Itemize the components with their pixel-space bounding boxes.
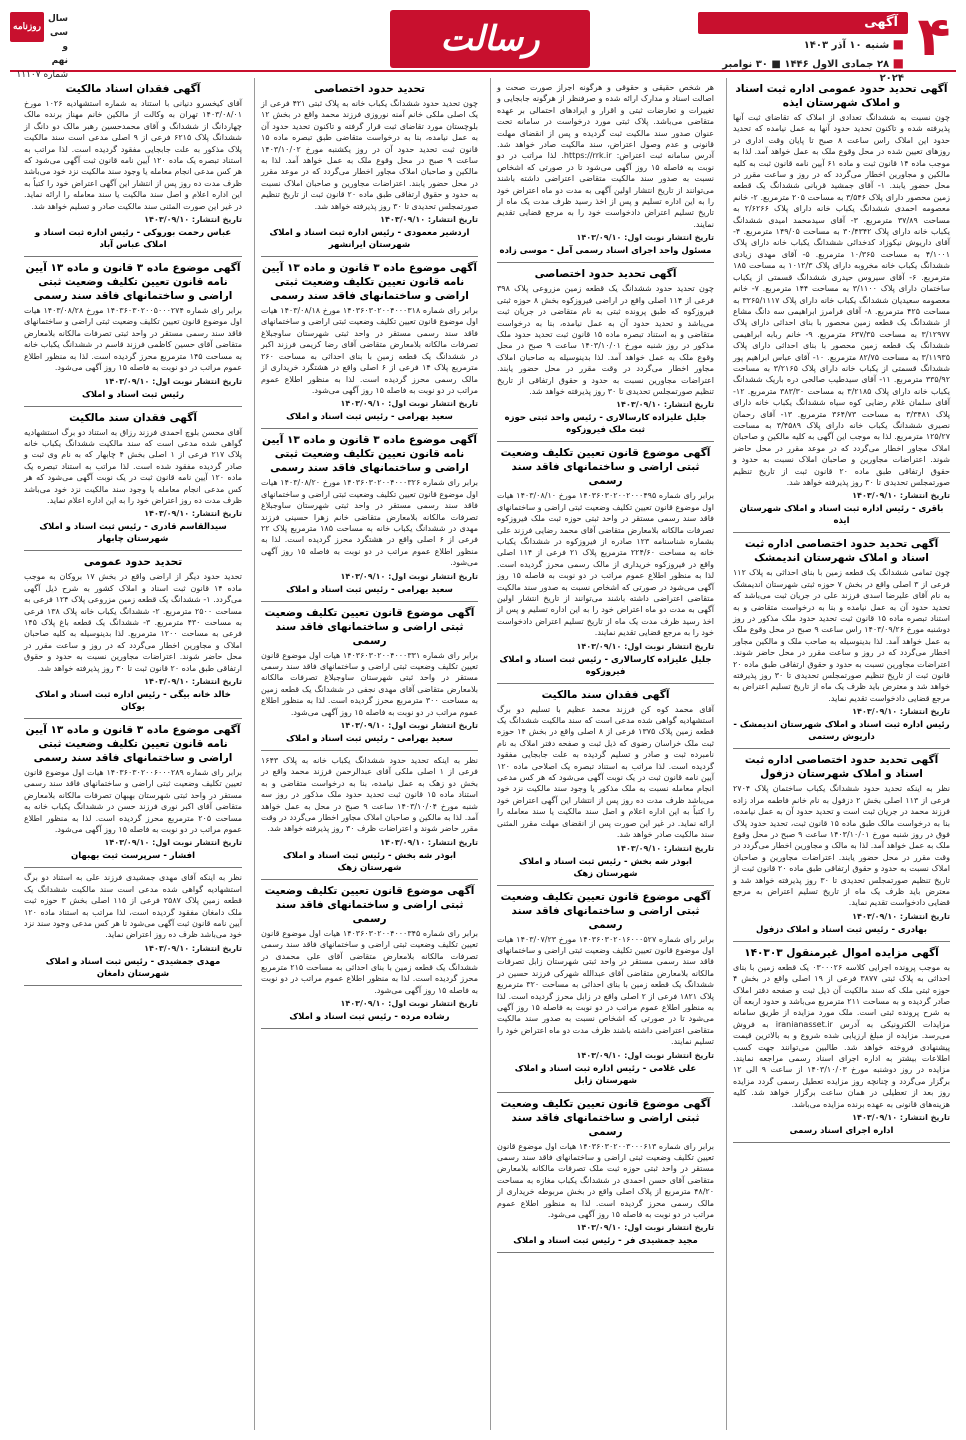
ad-date: تاریخ انتشار نوبت اول: ۱۴۰۳/۰۹/۱۰ <box>576 233 714 243</box>
issue-info <box>10 12 106 80</box>
section-title: آگهی <box>698 12 908 34</box>
ad-signer: سعید بهرامی - رئیس ثبت اسناد و املاک <box>286 584 453 595</box>
ad-signer: خالد خانه بیگی - رئیس اداره ثبت اسناد و املاک بوکان <box>35 690 231 712</box>
ad-date: تاریخ انتشار نوبت اول: ۱۴۰۳/۰۹/۱۰ <box>340 571 478 581</box>
ad-body: چون تحدید حدود ششدانگ یکباب خانه به پلاک ثبتی ۴۲۱ فرعی از یک اصلی ملکی خانم آمنه نوروزی فرزند محمد واقع در بخش ۱۲ بلوچستان مورد تقاضای ثبت قرار گرفته و تاکنون تحدید حدود آن به عمل نیامده، بنا به درخواست متقاضی طبق تبصره ماده ۱۵ قانون ثبت تحدید حدود آن در روز یکشنبه مورخ ۱۴۰۳/۱۰/۰۲ ساعت ۹ صبح در محل وقوع ملک به عمل خواهد آمد. لذا به مالکین و صاحبان املاک مجاور اخطار می‌گردد که در موعد مقرر در محل حضور یابند. اعتراضات مجاورین و صاحبان املاک نسبت به حدود و حقوق ارتفاقی طبق ماده ۲۰ قانون ثبت از تاریخ تنظیم صورتمجلس تحدیدی تا ۳۰ روز پذیرفته خواهد شد. <box>261 99 479 211</box>
date-box <box>698 12 908 86</box>
ad-title: آگهی موضوع قانون تعیین تکلیف وضعیت ثبتی اراضی و ساختمانهای فاقد سند رسمی <box>264 606 475 647</box>
ad-item <box>733 78 950 533</box>
ad-item <box>24 407 242 552</box>
ad-body: برابر رای شماره ۱۴۰۳۶۰۳۰۲۰۰۴۰۰۰۳۲۶ مورخ ۱۴۰۳/۰۸/۲۰ هیات اول موضوع قانون تعیین تکلیف وضعیت ثبتی اراضی و ساختمانهای فاقد سند رسمی مستقر در واحد ثبتی شهرستان ساوجبلاغ تصرفات مالکانه بلامعارض متقاضی خانم زهرا حسینی فرزند مهدی در ششدانگ یکباب خانه به مساحت ۱۸۵ مترمربع پلاک ۲۲ فرعی از ۶ اصلی واقع در هشتگرد محرز گردیده است. لذا به منظور اطلاع عموم مراتب در دو نوبت به فاصله ۱۵ روز آگهی می‌شود. <box>261 478 479 568</box>
ad-body: چون نسبت به ششدانگ تعدادی از املاک که تقاضای ثبت آنها پذیرفته شده و تاکنون تحدید حدود آنها به عمل نیامده که تحدید حدود این املاک راس ساعت ۸ صبح تا پایان وقت اداری در روزهای تعیین شده در محل وقوع ملک به عمل خواهد آمد. لذا به موجب ماده ۱۴ قانون ثبت و ماده ۶۱ آیین نامه قانون ثبت به کلیه مالکین و مجاورین اخطار می‌گردد که در روز و ساعت مقرر در محل حضور یابند. ۱- آقای جمشید قربانی ششدانگ یک قطعه زمین محصور دارای پلاک ۳/۵۴۶ به مساحت ۲۰۵ مترمربع. ۲- خانم معصومه احمدی ششدانگ یکباب خانه دارای پلاک ۲/۶۲۶۶ به مساحت ۳۷/۸۹ مترمربع. ۳- آقای سیدمحمد امیدی ششدانگ یکباب خانه دارای پلاک ۳۰/۴۳۴۲ به مساحت ۱۴۹/۰۵ مترمربع. ۴- آقای داریوش نیکوزاد کدخدائی ششدانگ یکباب خانه دارای پلاک ۴/۱۰۰۱ به مساحت ۱۰/۳۶۵ مترمربع. ۵- آقای مهدی زیادی ششدانگ یکباب خانه مخروبه دارای پلاک ۱۰۱۲/۳ به مساحت ۱۸۵ مترمربع. ۶- آقای سیروس حیدری ششدانگ قسمتی از یکباب ساختمان دارای پلاک ۳/۱۱۰۰ به مساحت ۱۴۴ مترمربع. ۷- خانم معصومه سعیدیان ششدانگ یکباب خانه دارای پلاک ۳۲۶۵/۱۱۱۷ به مساحت ۴۲۵ مترمربع. ۸- آقای فرامرز ابراهیمی سه دانگ مشاع از ششدانگ یک قطعه زمین محصور با بنای احداثی دارای پلاک ۳/۱۲۹۷۷ به مساحت ۶۳۷/۳۵ مترمربع. ۹- خانم ربابه ابراهیمی ششدانگ یک قطعه زمین محصور با بنای احداثی دارای پلاک ۳/۱۱۹۳۵ به مساحت ۸۲/۷۵ مترمربع. ۱۰- آقای عباس ابراهیم پور ششدانگ قسمتی از یکباب خانه دارای پلاک ۳/۲۱۶۵ به مساحت ۳۳۵/۹۲ مترمربع. ۱۱- آقای سیدطیب صالحی دره باریک ششدانگ یکباب خانه دارای پلاک ۳/۲۱۸۵ به مساحت ۳۸۳/۳۰ مترمربع. ۱۲- آقای سلمان غلام رضایی کوه سیاه ششدانگ یکباب خانه دارای پلاک ۳/۳۴۸۱ به مساحت ۳۶۴/۷۳ مترمربع. ۱۳- آقای رحمان نصیری ششدانگ یکباب خانه دارای پلاک ۳/۴۵۸۹ به مساحت ۱۲۵/۲۷ مترمربع. لذا به موجب این آگهی به کلیه مالکین و صاحبان املاک مجاور اخطار می‌گردد که در موعد مقرر در محل حاضر شوند. اعتراضات مجاورین و صاحبان املاک نسبت به حدود و حقوق ارتفاقی طبق ماده ۲۰ قانون ثبت از تاریخ تنظیم صورتمجلس تحدیدی تا ۳۰ روز پذیرفته خواهد شد. <box>733 113 951 487</box>
ad-date: تاریخ انتشار: ۱۴۰۳/۰۹/۱۰ <box>380 837 478 847</box>
ad-date: تاریخ انتشار: ۱۴۰۳/۰۹/۱۰ <box>144 215 242 225</box>
ad-signer: جلیل علیزاده کارسالاری - رئیس واحد ثبتی حوزه ثبت ملک فیروزکوه <box>504 413 707 436</box>
year-line: سال سی و نهم <box>47 14 68 66</box>
ad-item <box>261 602 478 751</box>
ad-item <box>261 751 478 880</box>
ad-signer: بهادری - رئیس ثبت اسناد و املاک دزفول <box>756 924 927 935</box>
ad-signer: رئیس ثبت اسناد و املاک <box>82 389 184 400</box>
ad-title: تحدید حدود اختصاصی <box>314 83 425 95</box>
ad-signer: افشار - سرپرست ثبت بهبهان <box>70 851 196 862</box>
ad-signer: مجید جمشیدی فر - رئیس ثبت اسناد و املاک <box>513 1236 698 1247</box>
ad-body: نظر به اینکه تحدید حدود ششدانگ یکباب ساختمان پلاک ۲۷۰۴ فرعی از ۱۱۳ اصلی بخش ۲ دزفول به نام خانم فاطمه مراد زاده فرزند محمد در جریان ثبت است و تحدید حدود آن به عمل نیامده، بنا به درخواست مالک طبق ماده ۱۵ قانون ثبت، تحدید حدود پلاک فوق در روز شنبه مورخ ۱۴۰۳/۱۰/۰۱ ساعت ۹ صبح در محل وقوع ملک به عمل خواهد آمد. لذا به مالک و مجاورین اخطار می‌گردد در وقت مقرر در محل حضور یابند. اعتراضات مجاورین و صاحبان املاک نسبت به حدود و حقوق ارتفاقی طبق ماده ۲۰ قانون ثبت از تاریخ تنظیم صورتمجلس تحدیدی تا ۳۰ روز پذیرفته خواهد شد و معترض باید ظرف یک ماه از تاریخ تسلیم اعتراض به مرجع قضایی دادخواست تقدیم نماید. <box>733 784 950 908</box>
ad-signer: ابوذر شه بخش - رئیس ثبت اسناد و املاک شهرستان زهک <box>283 850 456 873</box>
ad-signer: مسئول واحد اجرای اسناد رسمی آمل - موسی زاده <box>499 246 712 257</box>
ad-title: آگهی تحدید حدود اختصاصی اداره ثبت اسناد و املاک شهرستان اندیمشک <box>744 538 939 565</box>
ad-body: چون تحدید حدود ششدانگ یک قطعه زمین مزروعی پلاک ۳۹۸ فرعی از ۱۱۴ اصلی واقع در اراضی فیروزکوه بخش ۸ حوزه ثبتی فیروزکوه که طبق پرونده ثبتی به نام متقاضی در جریان ثبت می‌باشد و تحدید حدود آن به عمل نیامده، بنا به درخواست متقاضی و به استناد تبصره ماده ۱۵ قانون ثبت تحدید حدود ملک مذکور در روز شنبه مورخ ۱۴۰۳/۱۰/۰۱ ساعت ۹ صبح در محل وقوع ملک به عمل خواهد آمد. لذا بدینوسیله به صاحبان املاک مجاور اخطار می‌گردد در وقت مقرر در محل حضور یابند. اعتراضات مجاورین نسبت به حدود و حقوق ارتفاقی از تاریخ تنظیم صورتمجلس تحدیدی تا ۳۰ روز پذیرفته خواهد شد. <box>497 284 714 396</box>
ad-title: آگهی فقدان اسناد مالکیت <box>65 83 201 95</box>
ad-item <box>497 78 714 263</box>
ad-title: آگهی مزایده اموال غیرمنقول ۱۴۰۳۰۳ <box>744 946 939 959</box>
ad-item <box>497 886 714 1093</box>
ad-signer: جلیل علیزاده کارسالاری - رئیس ثبت اسناد و املاک فیروزکوه <box>499 654 712 677</box>
ad-body: برابر رای شماره ۱۴۰۳۶۰۳۰۲۰۰۳۰۰۰۶۱۳ هیات اول موضوع قانون تعیین تکلیف وضعیت ثبتی اراضی و ساختمانهای فاقد سند رسمی مستقر در واحد ثبتی حوزه ثبت ملک تصرفات مالکانه بلامعارض متقاضی آقای حسن احمدی در ششدانگ یکباب مغازه به مساحت ۴۸/۲۰ مترمربع از پلاک اصلی واقع در بخش مربوطه خریداری از مالک رسمی محرز گردیده است. لذا به منظور اطلاع عموم مراتب در دو نوبت به فاصله ۱۵ روز آگهی می‌شود. <box>497 1141 714 1219</box>
ads-columns <box>10 78 956 1430</box>
column-1 <box>726 78 956 1430</box>
ad-item <box>733 942 950 1143</box>
ad-date: تاریخ انتشار: ۱۴۰۳/۰۹/۱۰ <box>616 400 714 410</box>
ad-signer: اداره اجرای اسناد رسمی <box>789 1126 894 1137</box>
ad-date: تاریخ انتشار: ۱۴۰۳/۰۹/۱۰ <box>144 677 242 686</box>
mini-logo: روزنامه رسالت <box>10 12 44 42</box>
ad-item <box>24 78 242 257</box>
ad-title: آگهی تحدید حدود اختصاصی <box>534 268 677 281</box>
ad-item <box>24 719 242 868</box>
ad-item <box>261 429 478 601</box>
ad-body: برابر رای شماره ۱۴۰۳۶۰۳۰۲۰۰۶۰۰۰۲۸۹ هیات اول موضوع قانون تعیین تکلیف وضعیت ثبتی اراضی و ساختمانهای فاقد سند رسمی مستقر در واحد ثبتی شهرستان بهبهان تصرفات مالکانه بلامعارض متقاضی آقای اکبر نوری فرزند حسن در ششدانگ یکباب خانه به مساحت ۲۰۵ مترمربع محرز گردیده است. لذا به منظور اطلاع عموم مراتب در دو نوبت به فاصله ۱۵ روز آگهی می‌شود. <box>24 768 242 835</box>
date-text-2: ۲۸ جمادی الاول ۱۴۴۶ ■ ۳۰ نوامبر ۲۰۲۴ <box>722 59 904 84</box>
ad-signer: مهدی جمشیدی - رئیس ثبت اسناد و املاک شهرستان دامغان <box>45 956 221 979</box>
ad-body: چون تمامی ششدانگ یک قطعه زمین با بنای احداثی به پلاک ۱۱۲ فرعی از ۳ اصلی واقع در بخش ۷ حوزه ثبتی شهرستان اندیمشک به نام آقای علیرضا اسدی فرزند علی در جریان ثبت می‌باشد که تحدید حدود آن به عمل نیامده و بنا به درخواست متقاضی و به استناد تبصره ماده ۱۵ قانون ثبت تحدید حدود ملک مذکور در روز دوشنبه مورخ ۱۴۰۳/۰۹/۲۶ راس ساعت ۹ صبح در محل وقوع ملک به عمل خواهد آمد. لذا بدینوسیله به صاحب ملک و مالکین مجاور اخطار می‌گردد که در روز و ساعت مقرر در محل حاضر شوند. اعتراضات مجاورین نسبت به حدود و حقوق ارتفاقی طبق ماده ۲۰ قانون ثبت از تاریخ تنظیم صورتمجلس تحدیدی تا ۳۰ روز پذیرفته خواهد شد و معترض باید ظرف یک ماه از تاریخ تسلیم اعتراض به مرجع قضایی دادخواست تقدیم نماید. <box>733 568 951 703</box>
ad-signer: علی غلامی - رئیس اداره ثبت اسناد و املاک شهرستان زابل <box>514 1063 697 1086</box>
ad-date: تاریخ انتشار نوبت اول: ۱۴۰۳/۰۹/۱۰ <box>104 838 242 848</box>
ad-date: تاریخ انتشار: ۱۴۰۳/۰۹/۱۰ <box>852 491 950 501</box>
ad-item <box>261 880 478 1029</box>
ad-item <box>733 749 950 941</box>
ad-signer: رشاده مرده - رئیس ثبت اسناد و املاک <box>289 1012 450 1023</box>
column-3 <box>254 78 484 1430</box>
ad-item <box>24 551 242 719</box>
ad-date: تاریخ انتشار نوبت اول: ۱۴۰۳/۰۹/۱۰ <box>576 641 714 651</box>
ad-body: آقای محمد کوه کن فرزند محمد عظیم با تسلیم دو برگ استشهادیه گواهی شده مدعی است که سند مالکیت ششدانگ یک قطعه زمین پلاک ۱۳۷۵ فرعی از ۸ اصلی واقع در بخش ۱۴ حوزه ثبت ملک خراسان رضوی که ذیل ثبت و صفحه دفتر املاک به نام نامبرده ثبت و صادر و تسلیم گردیده به علت جابجایی مفقود گردیده است. لذا مراتب به استناد تبصره یک اصلاحی ماده ۱۲۰ آیین نامه قانون ثبت در یک نوبت آگهی می‌شود که هر کس مدعی انجام معامله نسبت به ملک مذکور یا وجود سند مالکیت نزد خود می‌باشد ظرف مدت ده روز پس از انتشار این آگهی اعتراض خود را کتباً به این اداره اعلام و اصل سند مالکیت یا سند معامله را ارائه نماید. در غیر این صورت پس از انقضای مهلت مقرر المثنی سند مالکیت صادر خواهد شد. <box>497 704 714 840</box>
ad-date: تاریخ انتشار: ۱۴۰۳/۰۹/۱۰ <box>852 707 950 717</box>
ad-title: آگهی موضوع ماده ۳ قانون و ماده ۱۳ آیین نامه قانون تعیین تکلیف وضعیت ثبتی اراضی و ساختمانهای فاقد سند رسمی <box>262 434 477 475</box>
ad-title: آگهی موضوع ماده ۳ قانون و ماده ۱۳ آیین نامه قانون تعیین تکلیف وضعیت ثبتی اراضی و ساختمانهای فاقد سند رسمی <box>25 262 241 303</box>
ad-body: برابر رای شماره ۱۴۰۳۶۰۳۰۲۰۱۶۰۰۰۵۲۷ مورخ ۱۴۰۳/۰۷/۲۳ هیات اول موضوع قانون تعیین تکلیف وضعیت ثبتی اراضی و ساختمانهای فاقد سند رسمی مستقر در واحد ثبتی شهرستان زابل تصرفات مالکانه بلامعارض متقاضی آقای عبدالله شهرکی فرزند حسین در ششدانگ یک قطعه زمین با بنای احداثی به مساحت ۳۲۰ مترمربع پلاک ۱۸۲۱ فرعی از ۲ اصلی واقع در زابل محرز گردیده است. لذا به منظور اطلاع عموم مراتب در دو نوبت به فاصله ۱۵ روز آگهی می‌شود تا در صورتی که اشخاص نسبت به صدور سند مالکیت متقاضی اعتراضی داشته باشند ظرف مدت دو ماه اعتراض خود را تسلیم نمایند. <box>497 934 715 1047</box>
ad-item <box>497 684 714 886</box>
ad-body: به موجب پرونده اجرایی کلاسه ۰۳۰۰۰۲۶ یک قطعه زمین با بنای احداثی به پلاک ثبتی ۳۸۷۷ فرعی از ۱۹ اصلی واقع در بخش ۴ حوزه ثبتی ملک که سند مالکیت آن ذیل ثبت و صفحه دفتر املاک صادر گردیده و به مساحت ۲۱۱ مترمربع می‌باشد و حدود اربعه آن به شرح پرونده ثبتی است. ملک مورد مزایده از طریق سامانه مزایدات الکترونیکی به آدرس iranianasset.ir به فروش می‌رسد. مزایده از مبلغ ارزیابی شده شروع و به بالاترین قیمت پیشنهادی فروخته خواهد شد. طالبین می‌توانند جهت کسب اطلاعات بیشتر به اداره اجرای اسناد رسمی مراجعه نمایند. مزایده در روز دوشنبه مورخ ۱۴۰۳/۱۰/۰۳ از ساعت ۹ الی ۱۲ برگزار می‌گردد و چنانچه روز مزایده تعطیل رسمی گردد مزایده روز بعد از تعطیلی در همان ساعت برگزار خواهد شد. کلیه هزینه‌های قانونی به عهده برنده مزایده می‌باشد. <box>733 962 950 1109</box>
ad-item <box>497 263 714 442</box>
ad-signer: ابوذر شه بخش - رئیس ثبت اسناد و املاک شهرستان زهک <box>519 856 692 879</box>
newspaper-logo: رسالت <box>390 10 590 68</box>
ad-title: آگهی فقدان سند مالکیت <box>541 688 670 701</box>
ad-body: تحدید حدود دیگر از اراضی واقع در بخش ۱۷ بروکان به موجب ماده ۱۴ قانون ثبت اسناد و املاک کشور به شرح ذیل آگهی می‌گردد. ۱- ششدانگ یک قطعه زمین مزروعی پلاک ۱۲۴ فرعی به مساحت ۲۵۰۰ مترمربع. ۲- ششدانگ یکباب خانه پلاک ۱۳۸ فرعی به مساحت ۴۳۰ مترمربع. ۳- ششدانگ یک قطعه باغ پلاک ۱۴۵ فرعی به مساحت ۱۲۰۰ مترمربع. لذا بدینوسیله به کلیه صاحبان املاک و مجاورین اخطار می‌گردد که در روز و ساعت مقرر در محل حاضر شوند. اعتراضات مجاورین نسبت به حدود و حقوق ارتفاقی طبق ماده ۲۰ قانون ثبت تا ۳۰ روز پذیرفته خواهد شد. <box>24 572 243 673</box>
ad-item <box>497 1093 714 1254</box>
ad-body: آقای کیخسرو دنیانی با استناد به شماره استشهادیه ۱۰۲۶ مورخ ۱۴۰۳/۰۸/۰۱ تهران به وکالت از مالکین خانم مهناز برنده مالک چهاردانگ از ششدانگ و آقای محمدحسین رهبر مالک دو دانگ از ششدانگ پلاک ۶۲۱۵ فرعی از ۹ اصلی مدعی است سند مالکیت پلاک مذکور به علت جابجایی مفقود گردیده است. لذا مراتب به استناد تبصره یک ماده ۱۲۰ آیین نامه قانون ثبت آگهی می‌شود که هر کس مدعی انجام معامله یا وجود سند مالکیت نزد خود می‌باشد ظرف مدت ده روز پس از انتشار این آگهی اعتراض خود را کتباً به این اداره اعلام و اصل سند مالکیت یا سند معامله را ارائه نماید. در غیر این صورت المثنی سند مالکیت صادر و تسلیم خواهد شد. <box>24 99 242 211</box>
column-2 <box>490 78 720 1430</box>
ad-date: تاریخ انتشار نوبت اول: ۱۴۰۳/۰۹/۱۰ <box>576 1223 714 1233</box>
ad-body: برابر رای شماره ۱۴۰۳۶۰۳۰۲۰۰۵۰۰۰۲۷۴ مورخ ۱۴۰۳/۰۸/۲۸ هیات اول موضوع قانون تعیین تکلیف وضعیت ثبتی اراضی و ساختمانهای فاقد سند رسمی مستقر در واحد ثبتی تصرفات مالکانه بلامعارض متقاضی آقای حسین کاظمی فرزند قاسم در ششدانگ یکباب خانه به مساحت ۱۴۵ مترمربع محرز گردیده است. لذا به منظور اطلاع عموم مراتب در دو نوبت به فاصله ۱۵ روز آگهی می‌شود. <box>24 306 242 373</box>
ad-body: برابر رای شماره ۱۴۰۳۶۰۳۰۲۰۰۴۰۰۰۳۴۵ هیات اول موضوع قانون تعیین تکلیف وضعیت ثبتی اراضی و ساختمانهای فاقد سند رسمی تصرفات مالکانه بلامعارض متقاضی آقای علی محمدی در ششدانگ یک قطعه زمین با بنای احداثی به مساحت ۲۱۵ مترمربع محرز گردیده است. لذا به منظور اطلاع عموم مراتب در دو نوبت به فاصله ۱۵ روز آگهی می‌شود. <box>261 928 478 995</box>
ad-date: تاریخ انتشار نوبت اول: ۱۴۰۳/۰۹/۱۰ <box>340 721 478 730</box>
ad-signer: اردشیر معمودی - رئیس اداره ثبت اسناد و املاک شهرستان ایرانشهر <box>269 228 470 251</box>
ad-signer: سعید بهرامی - رئیس ثبت اسناد و املاک <box>286 734 453 744</box>
column-4 <box>18 78 248 1430</box>
ad-title: آگهی موضوع قانون تعیین تکلیف وضعیت ثبتی اراضی و ساختمانهای فاقد سند رسمی <box>500 890 711 931</box>
ad-title: آگهی تحدید حدود اختصاصی اداره ثبت اسناد و املاک شهرستان دزفول <box>744 754 939 781</box>
ad-date: تاریخ انتشار: ۱۴۰۳/۰۹/۱۰ <box>144 509 242 519</box>
ad-date: تاریخ انتشار نوبت اول: ۱۴۰۳/۰۹/۱۰ <box>576 1050 714 1060</box>
masthead <box>10 5 956 84</box>
ad-signer: رئیس اداره ثبت اسناد و املاک شهرستان اندیمشک - داریوش رستمی <box>733 720 950 743</box>
ad-title: آگهی فقدان سند مالکیت <box>69 411 197 424</box>
ad-body: برابر رای شماره ۱۴۰۳۶۰۳۰۲۰۰۴۰۰۰۳۳۱ هیات اول موضوع قانون تعیین تکلیف وضعیت ثبتی اراضی و ساختمانهای فاقد سند رسمی مستقر در واحد ثبتی شهرستان ساوجبلاغ تصرفات مالکانه بلامعارض متقاضی آقای مهدی نجفی در ششدانگ یک قطعه زمین به مساحت ۳۰۰ مترمربع محرز گردیده است. لذا به منظور اطلاع عموم مراتب در دو نوبت به فاصله ۱۵ روز آگهی می‌شود. <box>261 650 478 717</box>
ad-date: تاریخ انتشار نوبت اول: ۱۴۰۳/۰۹/۱۰ <box>340 399 478 409</box>
date-line-persian <box>698 37 908 53</box>
ad-item <box>261 257 478 429</box>
ad-title: آگهی تحدید حدود عمومی اداره ثبت اسناد و املاک شهرستان ایذه <box>735 83 948 109</box>
ad-signer: سعید بهرامی - رئیس ثبت اسناد و املاک <box>286 412 453 423</box>
ad-date: تاریخ انتشار: ۱۴۰۳/۰۹/۱۰ <box>616 843 714 853</box>
ad-body: نظر به اینکه آقای مهدی جمشیدی فرزند علی به استناد دو برگ استشهادیه گواهی شده مدعی است سند مالکیت ششدانگ یک قطعه زمین پلاک ۲۵۸۷ فرعی از ۱۱۵ اصلی بخش ۳ حوزه ثبت ملک دامغان مفقود گردیده است، لذا مراتب به استناد ماده ۱۲۰ آیین نامه قانون ثبت آگهی می‌شود تا هر کس مدعی وجود سند نزد خود می‌باشد ظرف ده روز اعتراض نماید. <box>24 873 242 940</box>
ad-item <box>24 868 242 985</box>
ad-date: تاریخ انتشار نوبت اول: ۱۴۰۳/۰۹/۱۰ <box>104 376 242 386</box>
ad-date: تاریخ انتشار: ۱۴۰۳/۰۹/۱۰ <box>144 943 242 953</box>
ad-body: هر شخص حقیقی و حقوقی و هرگونه اجراز صورت صحت و اصالت اسناد و مدارک ارائه شده و صرفنظر از هرگونه جابجایی و تغییرات و تعارضات ثبتی و اقرار و ایرادهای احتمالی بر عهده متقاضی می‌باشد. پلاک ثبتی مورد درخواست در سامانه تحت عنوان صدور سند مالکیت ثبت گردیده و پس از انقضای مهلت قانونی و عدم وصول اعتراض، سند مالکیت صادر خواهد شد. آدرس سامانه ثبت اعتراض: https://rrk.ir. لذا مراتب در دو نوبت به فاصله ۱۵ روز آگهی می‌شود تا در صورتی که اشخاص نسبت به صدور سند مالکیت متقاضی اعتراضی داشته باشند می‌توانند از تاریخ انتشار اولین آگهی به مدت دو ماه اعتراض خود را به این اداره تسلیم و پس از اخذ رسید ظرف مدت یک ماه از تاریخ تسلیم اعتراض دادخواست خود را به مرجع قضایی تقدیم نمایند. <box>497 83 714 229</box>
bullet-icon: ■ <box>892 56 904 70</box>
ad-title: آگهی موضوع ماده ۳ قانون و ماده ۱۳ آیین نامه قانون تعیین تکلیف وضعیت ثبتی اراضی و ساختمانهای فاقد سند رسمی <box>262 262 477 303</box>
ad-title: تحدید حدود عمومی <box>83 556 183 569</box>
ad-title: آگهی موضوع قانون تعیین تکلیف وضعیت ثبتی اراضی و ساختمانهای فاقد سند رسمی <box>500 447 711 488</box>
issue-number: شماره ۱۱۱۰۷ <box>16 70 68 80</box>
ad-body: آقای محسن بلوچ احمدی فرزند رزاق به استناد دو برگ استشهادیه گواهی شده مدعی است که سند مالکیت ششدانگ یکباب خانه پلاک ۲۱۷ فرعی از ۱ اصلی بخش ۴ چابهار که به نام وی ثبت و صادر گردیده مفقود شده است. لذا مراتب به استناد تبصره یک ماده ۱۲۰ آیین نامه قانون ثبت در یک نوبت آگهی می‌شود که هر کس مدعی انجام معامله یا وجود سند مالکیت نزد خود می‌باشد ظرف مدت ده روز اعتراض خود را به این اداره اعلام نماید. <box>24 427 243 505</box>
ad-item <box>733 533 950 749</box>
ad-body: نظر به اینکه تحدید حدود ششدانگ یکباب خانه به پلاک ۱۶۴۳ فرعی از ۱ اصلی ملکی آقای عبدالرحمن فرزند محمد واقع در بخش دو زهک به عمل نیامده، بنا به درخواست متقاضی و به استناد ماده ۱۵ قانون ثبت تحدید حدود ملک مذکور در روز سه شنبه مورخ ۱۴۰۳/۱۰/۰۴ ساعت ۹ صبح در محل به عمل خواهد آمد. لذا به مالکین و صاحبان املاک مجاور اخطار می‌گردد در وقت مقرر حاضر شوند و اعتراضات ظرف ۳۰ روز پذیرفته خواهد شد. <box>261 756 478 834</box>
ad-signer: عباس رحمت بوروکی - رئیس اداره ثبت اسناد و املاک عباس آباد <box>34 228 232 251</box>
ad-item <box>24 257 242 406</box>
ad-title: آگهی موضوع قانون تعیین تکلیف وضعیت ثبتی اراضی و ساختمانهای فاقد سند رسمی <box>500 1097 711 1138</box>
ad-body: برابر رای شماره ۱۴۰۳۶۰۳۰۲۰۰۲۰۰۰۴۹۵ مورخ ۱۴۰۳/۰۸/۱۰ هیات اول موضوع قانون تعیین تکلیف وضعیت ثبتی اراضی و ساختمانهای فاقد سند رسمی مستقر در واحد ثبتی حوزه ثبت ملک فیروزکوه تصرفات مالکانه بلامعارض متقاضی آقای محمد رضایی فرزند علی بشماره شناسنامه ۱۲۳ صادره از فیروزکوه در ششدانگ یکباب خانه به مساحت ۲۲۴/۶۰ مترمربع پلاک ۲۱ فرعی از ۱۱۴ اصلی واقع در فیروزکوه خریداری از مالک رسمی محرز گردیده است. لذا به منظور اطلاع عموم مراتب در دو نوبت به فاصله ۱۵ روز آگهی می‌شود در صورتی که اشخاص نسبت به صدور سند مالکیت متقاضی اعتراضی داشته باشند می‌توانند از تاریخ انتشار اولین آگهی به مدت دو ماه اعتراض خود را به این اداره تسلیم و پس از اخذ رسید ظرف مدت یک ماه از تاریخ تسلیم اعتراض دادخواست خود را به مرجع قضایی تقدیم نمایند. <box>497 491 715 638</box>
ad-signer: سیدالقاسم قادری - رئیس ثبت اسناد و املاک شهرستان چابهار <box>39 522 227 545</box>
ad-body: برابر رای شماره ۱۴۰۳۶۰۳۰۲۰۰۴۰۰۰۳۱۸ مورخ ۱۴۰۳/۰۸/۱۸ هیات اول موضوع قانون تعیین تکلیف وضعیت ثبتی اراضی و ساختمانهای فاقد سند رسمی مستقر در واحد ثبتی شهرستان ساوجبلاغ تصرفات مالکانه بلامعارض متقاضی آقای رضا کریمی فرزند اکبر در ششدانگ یک قطعه زمین با بنای احداثی به مساحت ۲۶۰ مترمربع پلاک ۱۴ فرعی از ۶ اصلی واقع در هشتگرد خریداری از مالک رسمی محرز گردیده است. لذا به منظور اطلاع عموم مراتب در دو نوبت به فاصله ۱۵ روز آگهی می‌شود. <box>261 306 478 395</box>
bullet-icon: ■ <box>892 37 904 51</box>
ad-item <box>497 442 714 683</box>
ad-date: تاریخ انتشار: ۱۴۰۳/۰۹/۱۰ <box>852 1113 950 1123</box>
date-text-1: شنبه ۱۰ آذر ۱۴۰۳ <box>803 40 890 51</box>
ad-item <box>261 78 478 257</box>
ad-date: تاریخ انتشار نوبت اول: ۱۴۰۳/۰۹/۱۰ <box>340 999 478 1009</box>
ad-date: تاریخ انتشار: ۱۴۰۳/۰۹/۱۰ <box>852 911 950 921</box>
ad-title: آگهی موضوع قانون تعیین تکلیف وضعیت ثبتی اراضی و ساختمانهای فاقد سند رسمی <box>264 884 475 925</box>
ad-title: آگهی موضوع ماده ۳ قانون و ماده ۱۳ آیین نامه قانون تعیین تکلیف وضعیت ثبتی اراضی و ساختمانهای فاقد سند رسمی <box>25 724 241 764</box>
page-number: ۴ <box>917 5 951 68</box>
ad-signer: باقری - رئیس اداره ثبت اسناد و املاک شهرستان ایذه <box>739 504 944 527</box>
ad-date: تاریخ انتشار: ۱۴۰۳/۰۹/۱۰ <box>380 215 478 225</box>
